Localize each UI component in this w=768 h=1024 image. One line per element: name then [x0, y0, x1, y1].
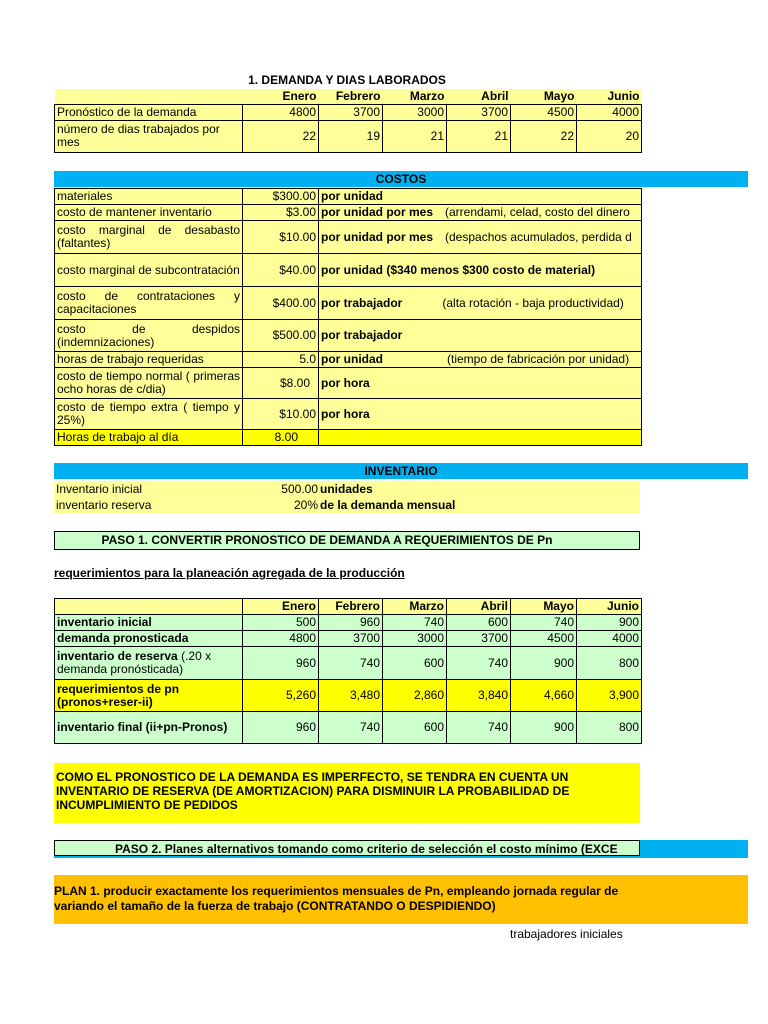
cell[interactable]: 600	[383, 647, 447, 680]
blank-cell	[55, 599, 243, 615]
cost-unit: por hora	[319, 399, 642, 430]
row-label: costo de contrataciones y capacitaciones	[55, 287, 243, 320]
table-row	[55, 647, 642, 680]
cell[interactable]: 19	[319, 120, 383, 152]
cell[interactable]: 4500	[511, 631, 577, 647]
inventario-block	[54, 481, 640, 514]
blank-cell	[55, 89, 243, 104]
table-row	[55, 712, 642, 744]
inv-unit: unidades	[320, 482, 373, 496]
cell[interactable]: 4000	[577, 631, 642, 647]
requirements-table	[54, 598, 642, 744]
inv-unit: de la demanda mensual	[320, 498, 456, 512]
row-label: inventario inicial	[55, 615, 243, 631]
cost-unit: por unidad	[319, 189, 642, 205]
cell[interactable]: 800	[577, 647, 642, 680]
cost-value[interactable]: $400.00	[243, 287, 319, 320]
trabajadores-label: trabajadores iniciales	[510, 927, 623, 941]
table-row	[55, 680, 642, 712]
row-label: horas de trabajo requeridas	[55, 352, 243, 368]
cost-value[interactable]: $3.00	[243, 205, 319, 221]
paso1-subtitle: requerimientos para la planeación agregada de la producción	[54, 566, 405, 580]
inv-value[interactable]: 500.00	[281, 482, 318, 496]
row-label: materiales	[55, 189, 243, 205]
costos-table	[54, 188, 642, 446]
month-header: Marzo	[383, 599, 447, 615]
month-header: Mayo	[511, 599, 577, 615]
cell[interactable]: 3,900	[577, 680, 642, 712]
cell[interactable]: 4800	[243, 104, 319, 120]
row-label: número de dias trabajados por mes	[55, 120, 243, 152]
cell[interactable]: 3,840	[447, 680, 511, 712]
table-row	[55, 104, 642, 120]
month-header: Febrero	[335, 89, 381, 103]
row-label: Horas de trabajo al día	[55, 430, 243, 446]
cell[interactable]: 3700	[447, 104, 511, 120]
cost-unit: por unidad por mes (arrendami, celad, costo del dinero	[319, 205, 642, 221]
cell[interactable]: 600	[383, 712, 447, 744]
paso1-title: PASO 1. CONVERTIR PRONOSTICO DE DEMANDA A REQUERIMIENTOS DE Pn	[54, 531, 640, 550]
costos-title: COSTOS	[375, 172, 427, 186]
cost-value[interactable]: 8.00	[243, 430, 319, 446]
cell[interactable]: 4,660	[511, 680, 577, 712]
cost-value[interactable]: $40.00	[243, 254, 319, 287]
paso2-title: PASO 2. Planes alternativos tomando como criterio de selección el costo mínimo (EXCE	[54, 840, 640, 856]
month-header: Enero	[282, 89, 317, 103]
cell[interactable]: 900	[511, 712, 577, 744]
inv-label: Inventario inicial	[56, 482, 143, 496]
cost-value[interactable]: $10.00	[243, 399, 319, 430]
cell[interactable]: 20	[577, 120, 642, 152]
cost-value[interactable]: $8.00	[243, 368, 319, 399]
inv-label: inventario reserva	[56, 498, 152, 512]
month-header: Abril	[481, 89, 509, 103]
plan1-text: PLAN 1. producir exactamente los requerimientos mensuales de Pn, empleando jornada regular de variando el tamaño de la fuerza de trabajo (CONTRATANDO O DESPIDIENDO)	[54, 884, 619, 913]
row-label: demanda pronosticada	[55, 631, 243, 647]
month-header: Enero	[243, 599, 319, 615]
paso2-bar	[54, 840, 748, 858]
row-label: costo de mantener inventario	[55, 205, 243, 221]
cost-value[interactable]: 5.0	[243, 352, 319, 368]
cell[interactable]: 960	[319, 615, 383, 631]
inv-value[interactable]: 20%	[293, 498, 318, 512]
table-row	[55, 615, 642, 631]
cell[interactable]: 4500	[511, 104, 577, 120]
cell[interactable]: 900	[511, 647, 577, 680]
row-label: costo de tiempo normal ( primeras ocho horas de c/dia)	[55, 368, 243, 399]
cost-unit: por unidad (tiempo de fabricación por unidad)	[319, 352, 642, 368]
cell[interactable]: 960	[243, 647, 319, 680]
month-header: Junio	[607, 89, 640, 103]
cell[interactable]: 740	[511, 615, 577, 631]
month-header: Junio	[577, 599, 642, 615]
demand-title: 1. DEMANDA Y DIAS LABORADOS	[248, 73, 446, 87]
cell[interactable]: 3700	[447, 631, 511, 647]
cell[interactable]: 740	[447, 712, 511, 744]
cell[interactable]: 21	[383, 120, 447, 152]
cell[interactable]: 3,480	[319, 680, 383, 712]
cell[interactable]: 740	[383, 615, 447, 631]
cell[interactable]: 22	[243, 120, 319, 152]
cost-unit: por unidad ($340 menos $300 costo de material)	[319, 254, 642, 287]
cost-value[interactable]: $300.00	[243, 189, 319, 205]
cell[interactable]: 800	[577, 712, 642, 744]
cost-value[interactable]: $10.00	[243, 221, 319, 254]
cell[interactable]: 3700	[319, 104, 383, 120]
cell[interactable]: 500	[243, 615, 319, 631]
cost-unit: por trabajador (alta rotación - baja productividad)	[319, 287, 642, 320]
cost-unit	[319, 430, 642, 446]
row-label: costo de despidos (indemnizaciones)	[55, 320, 243, 352]
note-box: COMO EL PRONOSTICO DE LA DEMANDA ES IMPERFECTO, SE TENDRA EN CUENTA UN INVENTARIO DE RESERVA (DE AMORTIZACION) PARA DISMINUIR LA PROBABILIDAD DE INCUMPLIMIENTO DE PEDIDOS	[54, 763, 640, 823]
plan1-box	[54, 875, 748, 924]
cell[interactable]: 22	[511, 120, 577, 152]
cost-unit: por hora	[319, 368, 642, 399]
cell[interactable]: 3700	[319, 631, 383, 647]
demand-table	[54, 89, 642, 153]
month-header: Mayo	[543, 89, 575, 103]
cost-unit: por trabajador	[319, 320, 642, 352]
cost-value[interactable]: $500.00	[243, 320, 319, 352]
cell[interactable]: 3000	[383, 631, 447, 647]
cell[interactable]: 4000	[577, 104, 642, 120]
row-label: costo marginal de desabasto (faltantes)	[55, 221, 243, 254]
row-label: inventario de reserva (.20 x demanda pronósticada)	[55, 647, 243, 680]
cell[interactable]: 3000	[383, 104, 447, 120]
costos-header	[54, 171, 748, 187]
cell[interactable]: 740	[447, 647, 511, 680]
row-label: costo marginal de subcontratación	[55, 254, 243, 287]
row-label: requerimientos de pn (pronos+reser-ii)	[55, 680, 243, 712]
cell[interactable]: 740	[319, 712, 383, 744]
month-header: Abril	[447, 599, 511, 615]
row-label: inventario final (ii+pn-Pronos)	[55, 712, 243, 744]
cell[interactable]: 5,260	[243, 680, 319, 712]
cell[interactable]: 900	[577, 615, 642, 631]
inventario-header	[54, 463, 748, 479]
table-row	[55, 631, 642, 647]
cell[interactable]: 21	[447, 120, 511, 152]
cost-unit: por unidad por mes (despachos acumulados, perdida d	[319, 221, 642, 254]
month-header: Febrero	[319, 599, 383, 615]
row-label: costo de tiempo extra ( tiempo y 25%)	[55, 399, 243, 430]
table-row	[55, 120, 642, 152]
cell[interactable]: 2,860	[383, 680, 447, 712]
row-label: Pronóstico de la demanda	[55, 104, 243, 120]
inventario-title: INVENTARIO	[364, 464, 438, 478]
cell[interactable]: 960	[243, 712, 319, 744]
cell[interactable]: 600	[447, 615, 511, 631]
cell[interactable]: 4800	[243, 631, 319, 647]
cell[interactable]: 740	[319, 647, 383, 680]
month-header: Marzo	[409, 89, 445, 103]
